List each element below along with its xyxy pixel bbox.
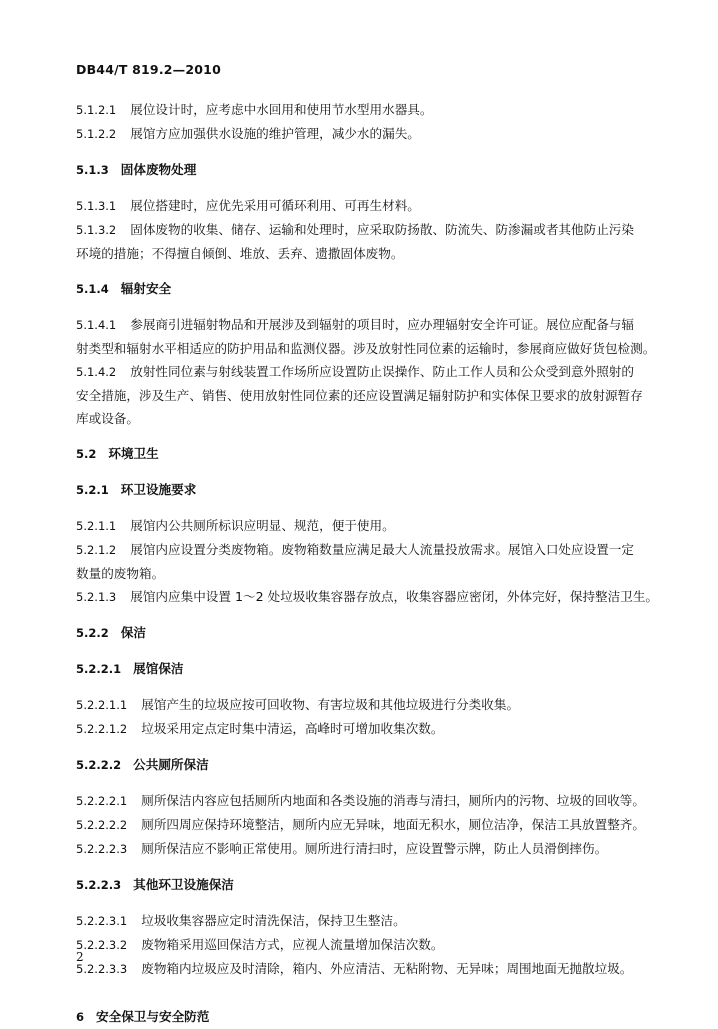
clause-number: 5.2.1.3 xyxy=(76,590,117,604)
clause-number: 5.1.2.2 xyxy=(76,127,117,141)
clause-text-line1: 展馆内应设置分类废物箱。废物箱数量应满足最大人流量投放需求。展馆入口处应设置一定 xyxy=(130,542,634,557)
clause-number: 5.2.2.2.2 xyxy=(76,818,128,832)
heading-number: 5.1.4 xyxy=(76,282,109,296)
clause-number: 5.1.2.1 xyxy=(76,103,117,117)
heading-number: 5.2.1 xyxy=(76,483,109,497)
heading-6 xyxy=(76,1005,650,1029)
heading-5-2 xyxy=(76,442,650,466)
clause-number: 5.2.2.2.3 xyxy=(76,842,128,856)
heading-number: 5.2.2.3 xyxy=(76,878,122,892)
heading-number: 5.2.2.1 xyxy=(76,662,122,676)
clause-number: 5.2.2.3.3 xyxy=(76,962,128,976)
page-number: 2 xyxy=(76,950,84,964)
clause-number: 5.2.1.1 xyxy=(76,519,117,533)
clause-text-line1: 放射性同位素与射线装置工作场所应设置防止误操作、防止工作人员和公众受到意外照射的 xyxy=(130,364,634,379)
heading-number: 5.2.2.2 xyxy=(76,758,122,772)
clause-text-line1: 固体废物的收集、储存、运输和处理时，应采取防扬散、防流失、防渗漏或者其他防止污染 xyxy=(130,222,634,237)
document-code: DB44/T 819.2—2010 xyxy=(76,62,221,77)
clause-number: 5.2.2.1.2 xyxy=(76,722,128,736)
heading-number: 6 xyxy=(76,1010,85,1024)
clause-text: 垃圾采用定点定时集中清运，高峰时可增加收集次数。 xyxy=(141,721,444,736)
heading-5-2-2 xyxy=(76,621,650,645)
clause-text: 展馆内公共厕所标识应明显、规范，便于使用。 xyxy=(130,518,395,533)
clause-5-1-2-1 xyxy=(76,98,650,122)
heading-5-2-2-2 xyxy=(76,753,650,777)
clause-5-2-2-2-1 xyxy=(76,789,650,813)
clause-5-1-3-2 xyxy=(76,218,650,242)
clause-5-2-2-2-3 xyxy=(76,837,650,861)
heading-5-2-1 xyxy=(76,478,650,502)
clause-5-2-1-3 xyxy=(76,585,659,609)
clause-5-1-4-1 xyxy=(76,313,650,337)
heading-title: 保洁 xyxy=(120,625,146,640)
clause-number: 5.2.2.2.1 xyxy=(76,794,128,808)
document-body xyxy=(76,98,659,1029)
clause-number: 5.1.3.2 xyxy=(76,223,117,237)
clause-5-2-2-1-2 xyxy=(76,717,650,741)
heading-number: 5.2 xyxy=(76,447,97,461)
clause-text: 废物箱内垃圾应及时清除，箱内、外应清洁、无粘附物、无异味；周围地面无抛散垃圾。 xyxy=(141,961,633,976)
clause-number: 5.2.2.3.1 xyxy=(76,914,128,928)
clause-text: 展馆内应集中设置 1～2 处垃圾收集容器存放点，收集容器应密闭，外体完好，保持整洁卫生。 xyxy=(130,589,659,604)
heading-number: 5.1.3 xyxy=(76,163,109,177)
clause-number: 5.1.4.1 xyxy=(76,318,117,332)
clause-text: 厕所保洁应不影响正常使用。厕所进行清扫时，应设置警示牌，防止人员滑倒摔伤。 xyxy=(141,841,608,856)
heading-title: 固体废物处理 xyxy=(120,162,197,177)
clause-text: 垃圾收集容器应定时清洗保洁，保持卫生整洁。 xyxy=(141,913,406,928)
clause-5-1-4-2-cont2: 库或设备。 xyxy=(76,411,139,426)
clause-5-2-2-3-2 xyxy=(76,933,650,957)
clause-5-1-3-2-cont: 环境的措施；不得擅自倾倒、堆放、丢弃、遗撒固体废物。 xyxy=(76,246,404,261)
clause-text: 展馆方应加强供水设施的维护管理，减少水的漏失。 xyxy=(130,126,420,141)
heading-5-1-4 xyxy=(76,277,650,301)
clause-5-1-4-1-cont: 射类型和辐射水平相适应的防护用品和监测仪器。涉及放射性同位素的运输时，参展商应做好货包检测。 xyxy=(76,341,656,356)
clause-number: 5.2.1.2 xyxy=(76,543,117,557)
heading-title: 辐射安全 xyxy=(120,281,172,296)
clause-5-1-4-2-cont: 安全措施，涉及生产、销售、使用放射性同位素的还应设置满足辐射防护和实体保卫要求的放射源暂存 xyxy=(76,388,643,403)
heading-title: 环卫设施要求 xyxy=(120,482,197,497)
clause-number: 5.2.2.1.1 xyxy=(76,698,128,712)
heading-title: 安全保卫与安全防范 xyxy=(96,1009,210,1024)
clause-text: 展馆产生的垃圾应按可回收物、有害垃圾和其他垃圾进行分类收集。 xyxy=(141,697,520,712)
clause-5-1-3-1 xyxy=(76,194,650,218)
heading-title: 公共厕所保洁 xyxy=(133,757,209,772)
heading-title: 环境卫生 xyxy=(108,446,159,461)
heading-5-2-2-3 xyxy=(76,873,650,897)
clause-5-2-2-3-1 xyxy=(76,909,650,933)
clause-5-2-2-1-1 xyxy=(76,693,650,717)
heading-number: 5.2.2 xyxy=(76,626,109,640)
clause-text: 废物箱采用巡回保洁方式，应视人流量增加保洁次数。 xyxy=(141,937,444,952)
clause-text: 展位搭建时，应优先采用可循环利用、可再生材料。 xyxy=(130,198,420,213)
heading-title: 展馆保洁 xyxy=(133,661,184,676)
clause-text: 展位设计时，应考虑中水回用和使用节水型用水器具。 xyxy=(130,102,433,117)
clause-number: 5.1.4.2 xyxy=(76,365,117,379)
clause-5-2-1-1 xyxy=(76,514,650,538)
clause-5-1-2-2 xyxy=(76,122,650,146)
heading-5-2-2-1 xyxy=(76,657,650,681)
heading-5-1-3 xyxy=(76,158,650,182)
clause-5-1-4-2 xyxy=(76,360,650,384)
clause-text: 厕所保洁内容应包括厕所内地面和各类设施的消毒与清扫，厕所内的污物、垃圾的回收等。 xyxy=(141,793,645,808)
clause-5-2-2-3-3 xyxy=(76,957,650,981)
clause-5-2-1-2-cont: 数量的废物箱。 xyxy=(76,566,165,581)
clause-text: 厕所四周应保持环境整洁，厕所内应无异味，地面无积水，厕位洁净，保洁工具放置整齐。 xyxy=(141,817,645,832)
heading-title: 其他环卫设施保洁 xyxy=(133,877,234,892)
clause-number: 5.2.2.3.2 xyxy=(76,938,128,952)
clause-number: 5.1.3.1 xyxy=(76,199,117,213)
clause-text-line1: 参展商引进辐射物品和开展涉及到辐射的项目时，应办理辐射安全许可证。展位应配备与辐 xyxy=(130,317,634,332)
clause-5-2-2-2-2 xyxy=(76,813,650,837)
clause-5-2-1-2 xyxy=(76,538,650,562)
